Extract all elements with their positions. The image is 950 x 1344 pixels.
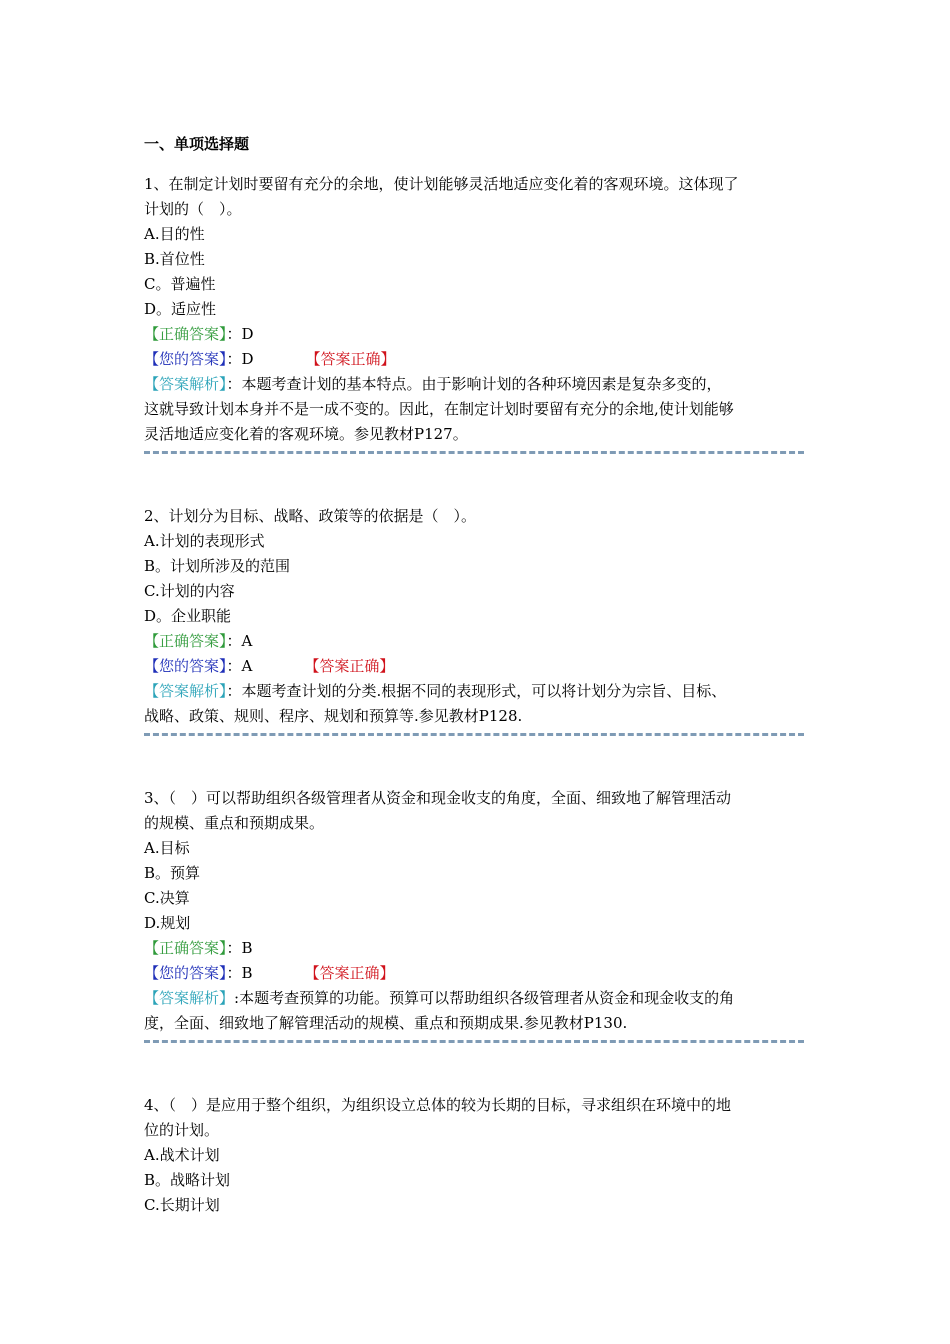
question-stem: 位的计划。 <box>144 1121 220 1139</box>
analysis-label: 【答案解析】 <box>144 989 235 1007</box>
answer-status: 【答案正确】 <box>304 964 395 982</box>
option-c: C.决算 <box>144 889 190 907</box>
analysis-line <box>144 679 808 704</box>
option-b: B。计划所涉及的范围 <box>144 557 291 575</box>
option-c: C.长期计划 <box>144 1196 220 1214</box>
your-answer-value: ：A <box>226 657 253 675</box>
question-3 <box>144 786 808 1043</box>
correct-answer-line <box>144 322 808 347</box>
option-d: D。适应性 <box>144 300 217 318</box>
option-b: B。战略计划 <box>144 1171 231 1189</box>
analysis-text: 灵活地适应变化着的客观环境。参见教材P127。 <box>144 425 468 443</box>
your-answer-value: ：D <box>226 350 254 368</box>
option-a: A.计划的表现形式 <box>144 532 265 550</box>
correct-answer-value: ：B <box>226 939 253 957</box>
question-stem: 计划的（ ）。 <box>144 200 242 218</box>
correct-answer-line <box>144 629 808 654</box>
section-title: 一、单项选择题 <box>144 135 250 153</box>
option-c: C。普遍性 <box>144 275 216 293</box>
correct-answer-label: 【正确答案】 <box>144 939 227 957</box>
your-answer-label: 【您的答案】 <box>144 964 227 982</box>
option-a: A.目标 <box>144 839 190 857</box>
analysis-label: 【答案解析】 <box>144 682 227 700</box>
your-answer-line <box>144 961 808 986</box>
analysis-line <box>144 372 808 397</box>
analysis-text: 本题考查计划的基本特点。由于影响计划的各种环境因素是复杂多变的， <box>241 375 722 393</box>
analysis-sep: ： <box>226 375 242 393</box>
question-stem: 3、（ ）可以帮助组织各级管理者从资金和现金收支的角度，全面、细致地了解管理活动 <box>144 789 732 807</box>
answer-status: 【答案正确】 <box>305 350 396 368</box>
analysis-text: 本题考查计划的分类.根据不同的表现形式，可以将计划分为宗旨、目标、 <box>241 682 727 700</box>
analysis-text: 这就导致计划本身并不是一成不变的。因此，在制定计划时要留有充分的余地,使计划能够 <box>144 400 734 418</box>
correct-answer-value: ：A <box>226 632 253 650</box>
analysis-sep: : <box>234 989 240 1007</box>
correct-answer-value: ：D <box>226 325 254 343</box>
analysis-text: 本题考查预算的功能。预算可以帮助组织各级管理者从资金和现金收支的角 <box>239 989 735 1007</box>
document-page <box>144 132 808 1218</box>
your-answer-value: ：B <box>226 964 253 982</box>
question-2 <box>144 504 808 736</box>
analysis-text: 度，全面、细致地了解管理活动的规模、重点和预期成果.参见教材P130. <box>144 1014 628 1032</box>
answer-status: 【答案正确】 <box>304 657 395 675</box>
correct-answer-line <box>144 936 808 961</box>
correct-answer-label: 【正确答案】 <box>144 325 227 343</box>
question-stem: 4、（ ）是应用于整个组织，为组织设立总体的较为长期的目标，寻求组织在环境中的地 <box>144 1096 732 1114</box>
question-stem: 的规模、重点和预期成果。 <box>144 814 325 832</box>
your-answer-label: 【您的答案】 <box>144 350 227 368</box>
analysis-sep: ： <box>226 682 242 700</box>
analysis-text: 战略、政策、规则、程序、规划和预算等.参见教材P128. <box>144 707 523 725</box>
option-d: D.规划 <box>144 914 191 932</box>
option-d: D。企业职能 <box>144 607 232 625</box>
analysis-line <box>144 986 808 1011</box>
option-c: C.计划的内容 <box>144 582 235 600</box>
correct-answer-label: 【正确答案】 <box>144 632 227 650</box>
option-b: B.首位性 <box>144 250 205 268</box>
question-stem: 1、在制定计划时要留有充分的余地，使计划能够灵活地适应变化着的客观环境。这体现了 <box>144 175 739 193</box>
question-stem: 2、计划分为目标、战略、政策等的依据是（ ）。 <box>144 507 477 525</box>
question-4 <box>144 1093 808 1218</box>
option-b: B。预算 <box>144 864 201 882</box>
option-a: A.战术计划 <box>144 1146 220 1164</box>
your-answer-line <box>144 654 808 679</box>
option-a: A.目的性 <box>144 225 205 243</box>
analysis-label: 【答案解析】 <box>144 375 227 393</box>
your-answer-line <box>144 347 808 372</box>
question-1 <box>144 172 808 454</box>
your-answer-label: 【您的答案】 <box>144 657 227 675</box>
